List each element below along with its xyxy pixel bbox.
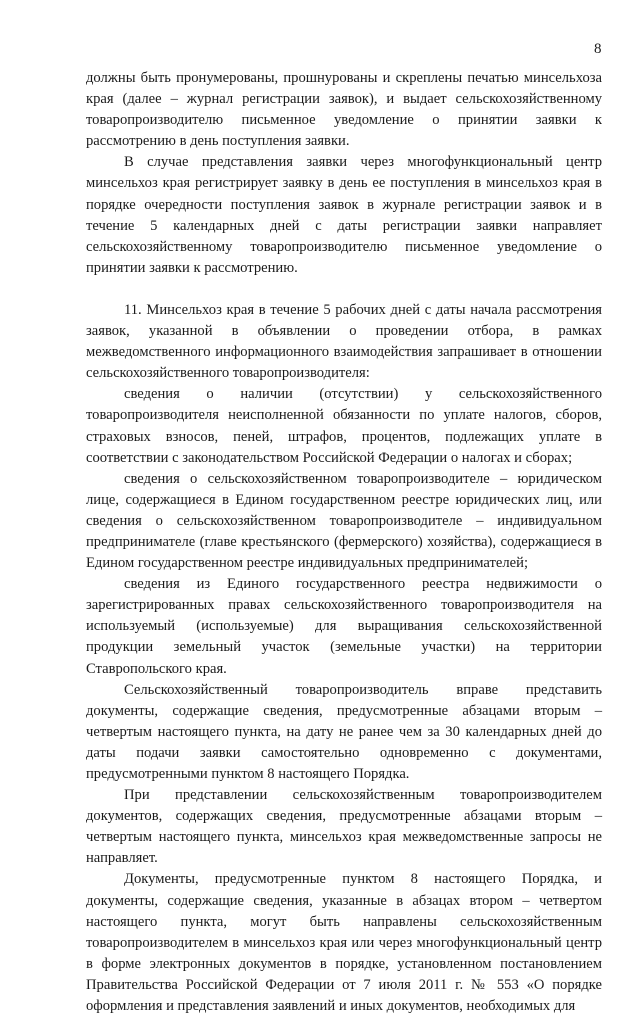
page-body (86, 68, 602, 1017)
page-number: 8 (594, 41, 602, 57)
paragraph-no-requests: При представлении сельскохозяйственным товаропроизводителем документов, содержащих сведения, предусмотренные абзацами вторым – четвертым настоящего пункта, минсельхоз края межведомственные запросы не направляет. (86, 787, 602, 867)
paragraph-real-estate-info: сведения из Единого государственного реестра недвижимости о зарегистрированных правах сельскохозяйственного товаропроизводителя на используемый (используемые) для выращивания сельскохозяйственной продукции земельный участок (земельные участки) на территории Ставропольского края. (86, 576, 602, 677)
paragraph-electronic-documents: Документы, предусмотренные пунктом 8 настоящего Порядка, и документы, содержащие сведения, указанные в абзацах втором – четвертом настоящего пункта, могут быть направлены сельскохозяйственным товаропроизводителем в минсельхоз края или через многофункциональный центр в форме электронных документов в порядке, установленном постановлением Правительства Российской Федерации от 7 июля 2011 г. № 553 «О порядке оформления и представления заявлений и иных документов, необходимых для (86, 871, 602, 1015)
paragraph-registry-info: сведения о сельскохозяйственном товаропроизводителе – юридическом лице, содержащиеся в Едином государственном реестре юридических лиц, или сведения о сельскохозяйственном товаропроизводителе – индивидуальном предпринимателе (главе крестьянского (фермерского) хозяйства), содержащиеся в Едином государственном реестре индивидуальных предпринимателей; (86, 470, 602, 572)
paragraph-tax-info: сведения о наличии (отсутствии) у сельскохозяйственного товаропроизводителя неисполненной обязанности по уплате налогов, сборов, страховых взносов, пеней, штрафов, процентов, подлежащих уплате в соответствии с законодательством Российской Федерации о налогах и сборах; (86, 386, 602, 466)
paragraph-mfc-registration: В случае представления заявки через многофункциональный центр минсельхоз края регистрирует заявку в день ее поступления в минсельхоз края в порядке очередности поступления заявок в журнале регистрации заявок и в течение 5 календарных дней с даты регистрации заявки направляет сельскохозяйственному товаропроизводителю письменное уведомление о принятии заявки к рассмотрению. (86, 154, 602, 276)
paragraph-journal-continuation: должны быть пронумерованы, прошнурованы и скреплены печатью минсельхоза края (далее – журнал регистрации заявок), и выдает сельскохозяйственному товаропроизводителю письменное уведомление о принятии заявки к рассмотрению в день поступления заявки. (86, 70, 602, 150)
paragraph-self-submission: Сельскохозяйственный товаропроизводитель вправе представить документы, содержащие сведения, предусмотренные абзацами вторым – четвертым настоящего пункта, на дату не ранее чем за 30 календарных дней до даты подачи заявки самостоятельно одновременно с документами, предусмотренными пунктом 8 настоящего Порядка. (86, 681, 602, 782)
paragraph-item-11: 11. Минсельхоз края в течение 5 рабочих дней с даты начала рассмотрения заявок, указанной в объявлении о проведении отбора, в рамках межведомственного информационного взаимодействия запрашивает в отношении сельскохозяйственного товаропроизводителя: (86, 301, 602, 382)
